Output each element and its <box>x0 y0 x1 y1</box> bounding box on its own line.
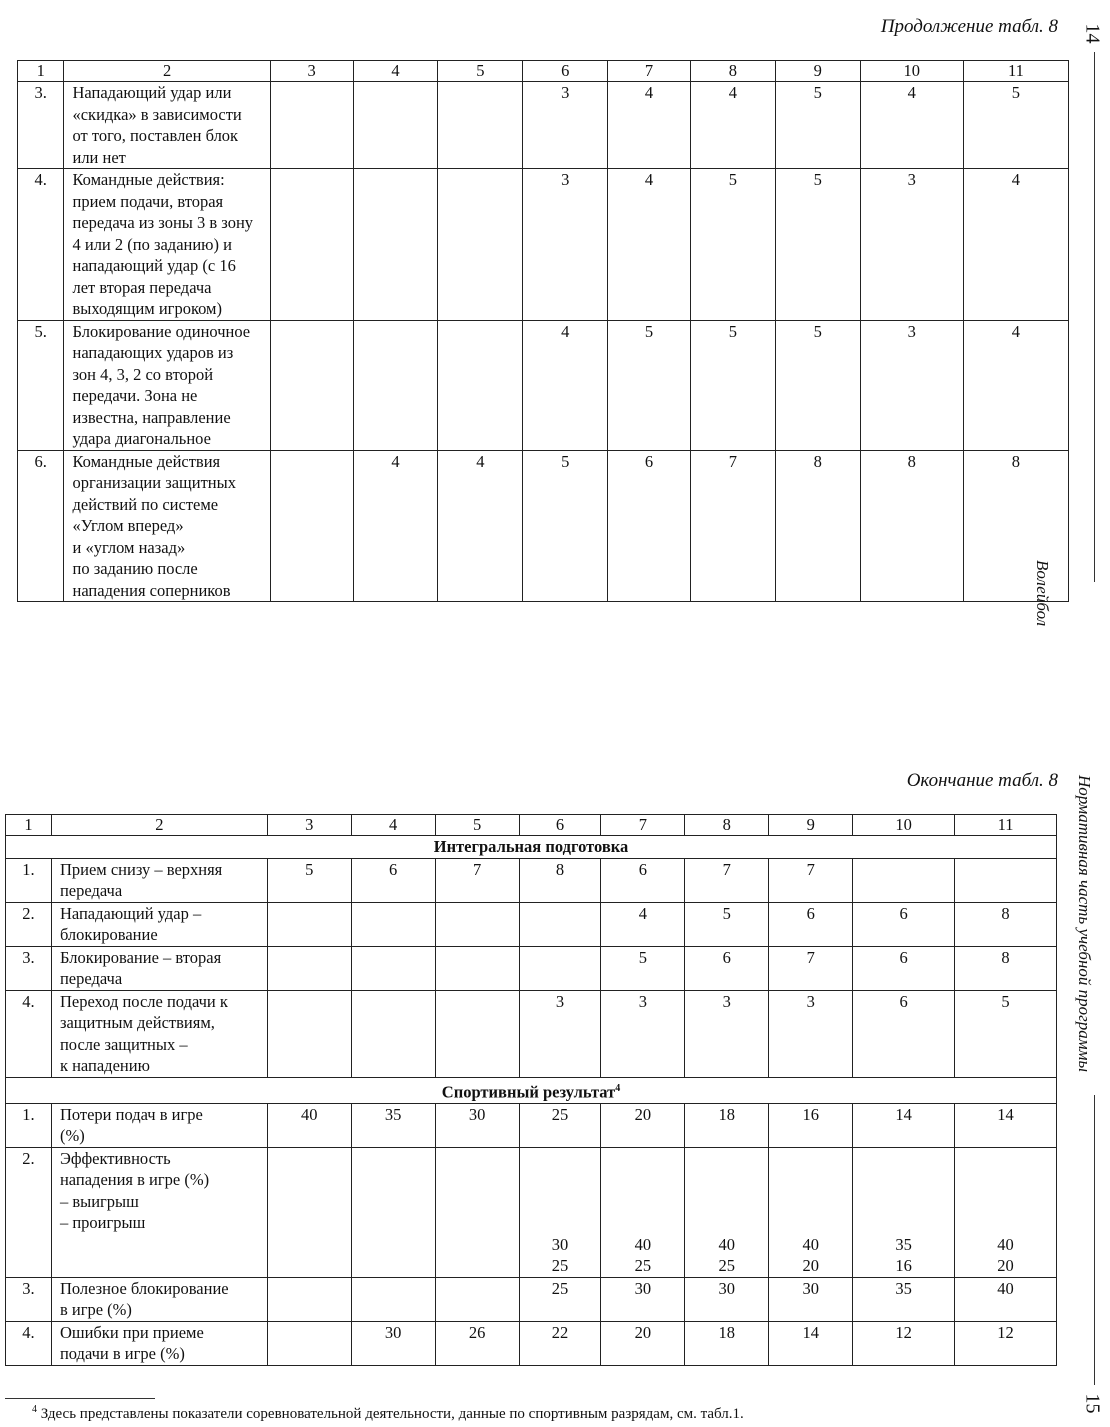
value-cell: 14 <box>853 1103 955 1147</box>
value-cell <box>351 902 435 946</box>
column-header: 3 <box>267 815 351 836</box>
exercise-line: Прием снизу – верхняя <box>59 859 223 879</box>
column-header: 6 <box>519 815 601 836</box>
row-number: 2. <box>6 902 52 946</box>
exercise-line: подачи в игре (%) <box>59 1344 185 1363</box>
value-cell: 7 <box>769 946 853 990</box>
column-header: 7 <box>608 61 691 82</box>
exercise-line: Нападающий удар – <box>59 903 202 923</box>
value-cell: 30 <box>435 1103 519 1147</box>
value-cell <box>270 82 353 169</box>
value-cell <box>435 990 519 1077</box>
section-row <box>6 1077 1057 1103</box>
exercise-line: прием подачи, вторая <box>72 191 224 211</box>
exercise-line: Блокирование – вторая <box>59 947 222 967</box>
table-row <box>6 1321 1057 1365</box>
column-header: 4 <box>351 815 435 836</box>
footnote-rule <box>5 1398 155 1399</box>
value-cell: 5 <box>608 320 691 450</box>
value-cell: 6 <box>853 946 955 990</box>
row-number: 5. <box>18 320 64 450</box>
value-cell: 3 <box>685 990 769 1077</box>
value-cell <box>769 1147 853 1277</box>
value-cell: 8 <box>963 450 1068 602</box>
exercise-name <box>64 450 270 602</box>
exercise-line: «скидка» в зависимости <box>72 104 242 124</box>
exercise-line: лет вторая передача <box>72 277 212 297</box>
value-cell: 25 <box>519 1277 601 1321</box>
exercise-line: от того, поставлен блок <box>72 126 239 145</box>
value-cell: 30 <box>601 1277 685 1321</box>
column-header: 6 <box>523 61 608 82</box>
header-row <box>6 815 1057 836</box>
value-cell <box>519 946 601 990</box>
row-number: 4. <box>6 990 52 1077</box>
table-continuation <box>17 60 1069 602</box>
row-number: 6. <box>18 450 64 602</box>
table-row <box>6 946 1057 990</box>
value-part: 25 <box>551 1256 569 1275</box>
exercise-name <box>51 946 267 990</box>
value-cell: 6 <box>601 858 685 902</box>
exercise-line: Командные действия <box>72 451 221 471</box>
value-cell: 3 <box>860 169 963 321</box>
value-cell: 5 <box>601 946 685 990</box>
value-cell <box>267 1321 351 1365</box>
exercise-line: по заданию после <box>72 559 198 578</box>
exercise-line: передача <box>59 881 123 900</box>
value-cell: 5 <box>523 450 608 602</box>
value-cell <box>435 902 519 946</box>
value-part: 25 <box>634 1256 652 1275</box>
value-cell: 25 <box>519 1103 601 1147</box>
row-number: 1. <box>6 1103 52 1147</box>
continuation-title: Продолжение табл. 8 <box>880 16 1058 37</box>
value-cell: 5 <box>775 82 860 169</box>
table-row <box>6 1277 1057 1321</box>
value-cell: 4 <box>608 169 691 321</box>
row-number: 4. <box>6 1321 52 1365</box>
value-cell: 3 <box>519 990 601 1077</box>
value-part: 30 <box>551 1234 569 1254</box>
column-header: 2 <box>51 815 267 836</box>
table-row <box>6 1103 1057 1147</box>
table-row <box>18 82 1069 169</box>
table-row <box>18 169 1069 321</box>
exercise-line: Командные действия: <box>72 170 225 189</box>
side-line-bottom <box>1094 1095 1095 1385</box>
value-cell: 6 <box>769 902 853 946</box>
table-end <box>5 814 1057 1366</box>
value-cell <box>270 450 353 602</box>
value-cell: 6 <box>853 902 955 946</box>
page-number-top: 14 <box>1081 23 1104 44</box>
value-cell: 40 <box>267 1103 351 1147</box>
value-cell <box>519 1147 601 1277</box>
exercise-name <box>51 902 267 946</box>
exercise-line: Переход после подачи к <box>59 991 228 1011</box>
value-cell: 5 <box>775 320 860 450</box>
exercise-name <box>51 1103 267 1147</box>
exercise-line: после защитных – <box>59 1034 188 1054</box>
value-cell: 6 <box>351 858 435 902</box>
column-header: 10 <box>853 815 955 836</box>
value-cell <box>435 1277 519 1321</box>
column-header: 9 <box>769 815 853 836</box>
row-number: 3. <box>18 82 64 169</box>
value-cell: 8 <box>955 946 1057 990</box>
table-row <box>6 1147 1057 1277</box>
value-cell: 7 <box>685 858 769 902</box>
side-line-top <box>1094 52 1095 582</box>
value-cell: 3 <box>601 990 685 1077</box>
value-cell <box>955 858 1057 902</box>
value-cell: 8 <box>775 450 860 602</box>
row-number: 4. <box>18 169 64 321</box>
value-cell <box>267 946 351 990</box>
value-part: 40 <box>634 1234 652 1254</box>
exercise-line: в игре (%) <box>59 1300 132 1319</box>
value-cell: 3 <box>860 320 963 450</box>
row-number: 2. <box>6 1147 52 1277</box>
exercise-name <box>51 1277 267 1321</box>
exercise-line: Нападающий удар или <box>72 83 232 102</box>
column-header: 3 <box>270 61 353 82</box>
value-cell: 12 <box>955 1321 1057 1365</box>
value-cell: 4 <box>860 82 963 169</box>
row-number: 1. <box>6 858 52 902</box>
column-header: 5 <box>438 61 523 82</box>
value-cell: 14 <box>769 1321 853 1365</box>
value-cell: 4 <box>963 320 1068 450</box>
exercise-name <box>51 1321 267 1365</box>
exercise-line: известна, направление <box>72 407 231 427</box>
value-cell: 5 <box>685 902 769 946</box>
exercise-line: или нет <box>72 147 126 167</box>
exercise-line: – выигрыш <box>59 1191 139 1211</box>
exercise-line: передачи. Зона не <box>72 386 198 405</box>
value-cell <box>853 858 955 902</box>
value-cell: 5 <box>775 169 860 321</box>
column-header: 8 <box>690 61 775 82</box>
table-row <box>6 902 1057 946</box>
exercise-line: и «углом назад» <box>72 537 186 557</box>
header-row <box>18 61 1069 82</box>
column-header: 7 <box>601 815 685 836</box>
exercise-line: Потери подач в игре <box>59 1104 203 1124</box>
exercise-name <box>64 82 270 169</box>
value-cell <box>353 169 438 321</box>
value-part: 40 <box>997 1234 1014 1254</box>
exercise-line: к нападению <box>59 1056 150 1075</box>
exercise-line: Блокирование одиночное <box>72 321 251 341</box>
value-cell: 18 <box>685 1103 769 1147</box>
value-cell: 4 <box>690 82 775 169</box>
value-cell: 5 <box>267 858 351 902</box>
exercise-line: нападающий удар (с 16 <box>72 256 236 275</box>
value-cell <box>267 990 351 1077</box>
footnote: $^4$ Здесь представлены показатели соревновательной деятельности, данные по спортивным разрядам, см. табл.1. <box>32 1404 744 1422</box>
value-cell: 7 <box>435 858 519 902</box>
value-cell: 4 <box>608 82 691 169</box>
value-cell <box>351 1147 435 1277</box>
value-cell: 6 <box>853 990 955 1077</box>
value-cell <box>267 1277 351 1321</box>
exercise-line: передача из зоны 3 в зону <box>72 213 254 232</box>
section-row <box>6 836 1057 859</box>
value-cell: 35 <box>853 1277 955 1321</box>
value-part: 20 <box>997 1256 1014 1275</box>
exercise-line: действий по системе <box>72 494 219 514</box>
value-cell: 30 <box>769 1277 853 1321</box>
exercise-line: «Углом вперед» <box>72 516 184 535</box>
row-number: 3. <box>6 1277 52 1321</box>
section-title: Интегральная подготовка <box>6 836 1057 859</box>
value-cell: 22 <box>519 1321 601 1365</box>
value-cell <box>685 1147 769 1277</box>
column-header: 2 <box>64 61 270 82</box>
value-cell: 6 <box>608 450 691 602</box>
column-header: 9 <box>775 61 860 82</box>
column-header: 8 <box>685 815 769 836</box>
value-cell <box>270 169 353 321</box>
exercise-name <box>51 858 267 902</box>
exercise-line: блокирование <box>59 925 158 944</box>
exercise-line: передача <box>59 969 123 988</box>
value-part: 20 <box>802 1256 819 1275</box>
value-cell <box>270 320 353 450</box>
value-cell <box>438 82 523 169</box>
value-cell <box>435 946 519 990</box>
value-cell: 3 <box>769 990 853 1077</box>
value-cell: 3 <box>523 169 608 321</box>
value-cell <box>853 1147 955 1277</box>
column-header: 1 <box>18 61 64 82</box>
value-cell: 30 <box>351 1321 435 1365</box>
value-cell <box>351 1277 435 1321</box>
side-label-top: Волейбол <box>1033 560 1052 627</box>
value-cell: 7 <box>690 450 775 602</box>
value-cell <box>267 1147 351 1277</box>
exercise-line: нападающих ударов из <box>72 343 234 362</box>
value-cell: 5 <box>963 82 1068 169</box>
value-cell <box>438 169 523 321</box>
value-cell: 4 <box>601 902 685 946</box>
exercise-line: организации защитных <box>72 473 236 492</box>
table-row <box>18 450 1069 602</box>
exercise-line: нападения соперников <box>72 580 231 600</box>
end-title: Окончание табл. 8 <box>906 770 1058 791</box>
value-cell <box>351 946 435 990</box>
value-cell <box>519 902 601 946</box>
value-cell: 4 <box>963 169 1068 321</box>
exercise-name <box>64 320 270 450</box>
row-number: 3. <box>6 946 52 990</box>
value-cell <box>353 320 438 450</box>
table-row <box>18 320 1069 450</box>
value-part: 25 <box>718 1256 736 1275</box>
value-cell: 5 <box>690 320 775 450</box>
value-cell: 18 <box>685 1321 769 1365</box>
exercise-line: зон 4, 3, 2 со второй <box>72 364 214 384</box>
value-cell: 8 <box>860 450 963 602</box>
section-title: Спортивный результат$^4$ <box>6 1077 1057 1103</box>
column-header: 5 <box>435 815 519 836</box>
column-header: 1 <box>6 815 52 836</box>
value-cell: 35 <box>351 1103 435 1147</box>
value-cell: 6 <box>685 946 769 990</box>
value-cell <box>351 990 435 1077</box>
side-label-bottom: Нормативная часть учебной программы <box>1075 775 1094 1072</box>
value-cell <box>601 1147 685 1277</box>
value-cell: 20 <box>601 1103 685 1147</box>
value-part: 16 <box>895 1256 912 1275</box>
value-part: 40 <box>802 1234 819 1254</box>
value-cell <box>267 902 351 946</box>
value-cell: 5 <box>690 169 775 321</box>
column-header: 11 <box>955 815 1057 836</box>
value-cell <box>353 82 438 169</box>
value-cell: 8 <box>519 858 601 902</box>
value-cell <box>438 320 523 450</box>
value-cell: 8 <box>955 902 1057 946</box>
column-header: 4 <box>353 61 438 82</box>
column-header: 10 <box>860 61 963 82</box>
exercise-line: выходящим игроком) <box>72 299 222 318</box>
value-cell: 26 <box>435 1321 519 1365</box>
exercise-line: Эффективность <box>59 1148 171 1168</box>
exercise-line: удара диагональное <box>72 429 211 448</box>
value-cell: 14 <box>955 1103 1057 1147</box>
column-header: 11 <box>963 61 1068 82</box>
value-cell <box>435 1147 519 1277</box>
exercise-line: 4 или 2 (по заданию) и <box>72 234 232 254</box>
value-cell: 5 <box>955 990 1057 1077</box>
value-cell <box>955 1147 1057 1277</box>
exercise-name <box>51 1147 267 1277</box>
exercise-line: нападения в игре (%) <box>59 1170 210 1189</box>
exercise-line: (%) <box>59 1126 85 1145</box>
value-cell: 12 <box>853 1321 955 1365</box>
exercise-line: – проигрыш <box>59 1213 146 1232</box>
table-row <box>6 858 1057 902</box>
value-cell: 16 <box>769 1103 853 1147</box>
value-cell: 4 <box>353 450 438 602</box>
page-number-bottom: 15 <box>1081 1393 1104 1414</box>
value-part: 35 <box>895 1234 912 1254</box>
value-cell: 40 <box>955 1277 1057 1321</box>
value-cell: 3 <box>523 82 608 169</box>
value-cell: 30 <box>685 1277 769 1321</box>
value-cell: 4 <box>438 450 523 602</box>
exercise-name <box>51 990 267 1077</box>
value-cell: 20 <box>601 1321 685 1365</box>
exercise-line: Ошибки при приеме <box>59 1322 204 1342</box>
exercise-line: Полезное блокирование <box>59 1278 229 1298</box>
exercise-name <box>64 169 270 321</box>
value-part: 40 <box>718 1234 736 1254</box>
table-row <box>6 990 1057 1077</box>
value-cell: 4 <box>523 320 608 450</box>
exercise-line: защитным действиям, <box>59 1013 215 1032</box>
value-cell: 7 <box>769 858 853 902</box>
